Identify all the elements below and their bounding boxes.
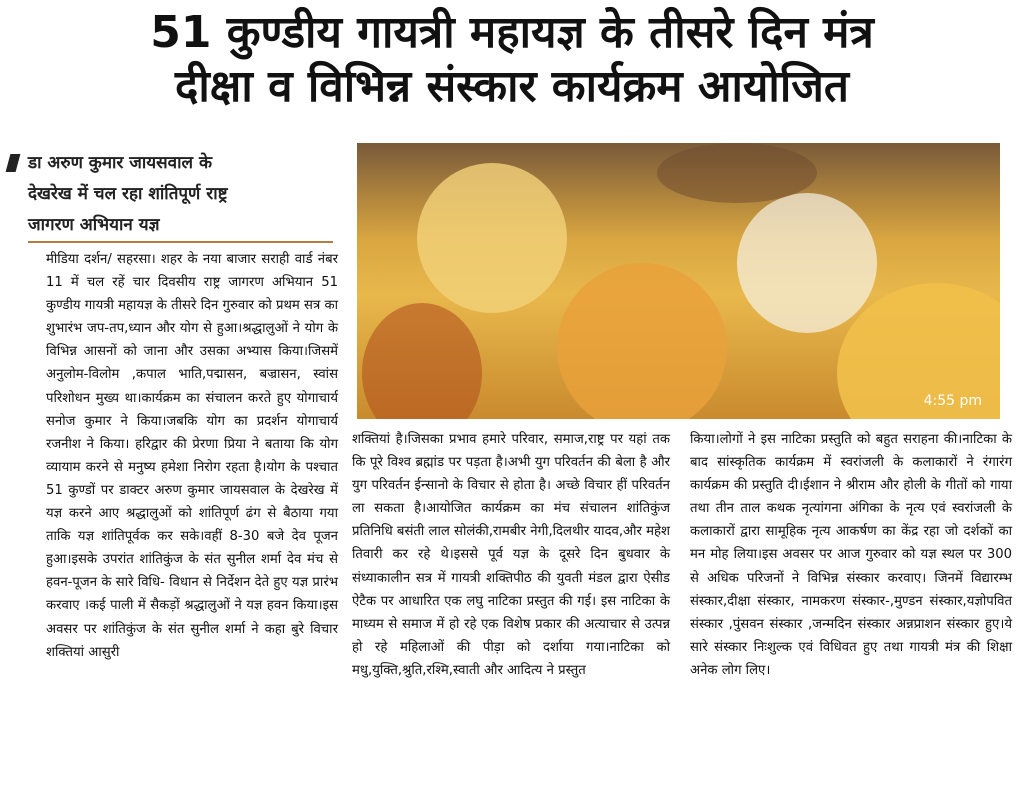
photo-shape [417,163,567,313]
news-photo [357,143,1000,419]
headline [10,6,1014,114]
subhead-marker-icon [6,154,21,172]
photo-timestamp: 4:55 pm [923,393,982,409]
photo-shape [557,263,727,419]
article-column-2 [352,428,670,800]
subhead-line-2: देखरेख में चल रहा शांतिपूर्ण राष्ट्र [28,184,228,204]
article-text-3: किया।लोगों ने इस नाटिका प्रस्तुति को बहुत सराहना की।नाटिका के बाद सांस्कृतिक कार्यक्रम में स्वरांजली के कलाकारों ने रंगारंग कार्यक्रम की प्रस्तुति दी।ईशान ने श्रीराम और होली के गीतों को गाया तथा तीन ताल कथक नृत्यांगना अंगिका के नृत्य एवं स्वरांजली के कलाकारों द्वारा सामूहिक नृत्य आकर्षण का केंद्र रहा जो दर्शकों का मन मोह लिया।इस अवसर पर आज गुरुवार को यज्ञ स्थल पर 300 से अधिक परिजनों ने विभिन्न संस्कार करवाए। जिनमें विद्यारम्भ संस्कार,दीक्षा संस्कार, नामकरण संस्कार-,मुण्डन संस्कार,यज्ञोपवित संस्कार ,पुंसवन संस्कार ,जन्मदिन संस्कार अन्नप्राशन संस्कार हुए।ये सारे संस्कार निःशुल्क एवं विधिवत हुए तथा गायत्री मंत्र की शिक्षा अनेक लोग लिए। [690,432,1012,678]
subhead-line-3: जागरण अभियान यज्ञ [28,215,160,235]
subheadline [28,148,348,241]
photo-shape [362,303,482,419]
photo-shape [657,143,817,203]
article-column-1 [46,248,338,800]
subhead-line-1: डा अरुण कुमार जायसवाल के [28,153,213,173]
photo-shape [737,193,877,333]
article-text-2: शक्तियां है।जिसका प्रभाव हमारे परिवार, समाज,राष्ट्र पर यहां तक कि पूरे विश्व ब्रह्मांड पर पड़ता है।अभी युग परिवर्तन की बेला है और युग परिवर्तन ईन्सानो के विचार से होता है। अच्छे विचार हीं परिवर्तन ला सकता है।आयोजित कार्यक्रम का मंच संचालन शांतिकुंज प्रतिनिधि बसंती लाल सोलंकी,रामबीर नेगी,दिलथीर यादव,और महेश तिवारी कर रहे थे।इससे पूर्व यज्ञ के दूसरे दिन बुधवार के संध्याकालीन सत्र में गायत्री शक्तिपीठ की युवती मंडल द्वारा ऐसीड ऐटैक पर आधारित एक लघु नाटिका प्रस्तुत की गई। इस नाटिका के माध्यम से समाज में हो रहे एक विशेष प्रकार की अत्याचार से उत्पन्न हो रहे महिलाओं की पीड़ा को दर्शाया गया।नाटिका को मधु,युक्ति,श्रुति,रश्मि,स्वाती और आदित्य ने प्रस्तुत [352,432,670,678]
headline-line-1: 51 कुण्डीय गायत्री महायज्ञ के तीसरे दिन मंत्र [150,7,874,58]
article-text-1: मीडिया दर्शन/ सहरसा। शहर के नया बाजार सराही वार्ड नंबर 11 में चल रहें चार दिवसीय राष्ट्र जागरण अभियान 51 कुण्डीय गायत्री महायज्ञ के तीसरे दिन गुरुवार को प्रथम सत्र का शुभारंभ जप-तप,ध्यान और योग से हुआ।श्रद्धालुओं ने योग के विभिन्न आसनों को जाना और उसका अभ्यास किया।जिसमें अनुलोम-विलोम ,कपाल भाति,पद्मासन, बज्रासन, स्वांस परिशोधन मुख्य था।कार्यक्रम का संचालन करते हुए योगाचार्य सनोज कुमार ने किया।जबकि योग का प्रदर्शन योगाचार्य रजनीश ने किया। हरिद्वार की प्रेरणा प्रिया ने बताया कि योग व्यायाम करने से मनुष्य हमेशा निरोग रहता है।योग के पश्चात 51 कुण्डों पर डाक्टर अरुण कुमार जायसवाल के देखरेख में यज्ञ करने आए श्रद्धालुओं को शांतिपूर्ण ढंग से बैठाया गया ताकि यज्ञ शांतिपूर्वक कर सके।वहीं 8-30 बजे देव पूजन हुआ।इसके उपरांत शांतिकुंज के संत सुनील शर्मा देव मंच से हवन-पूजन के सारे विधि- विधान से निर्देशन देते हुए यज्ञ प्रारंभ करवाए ।कई पाली में सैकड़ों श्रद्धालुओं ने यज्ञ हवन किया।इस अवसर पर शांतिकुंज के संत सुनील शर्मा ने कहा बुरे विचार शक्तियां आसुरी [46,252,338,660]
headline-line-2: दीक्षा व विभिन्न संस्कार कार्यक्रम आयोजित [175,61,849,112]
subhead-divider [28,241,333,243]
article-column-3 [690,428,1012,800]
